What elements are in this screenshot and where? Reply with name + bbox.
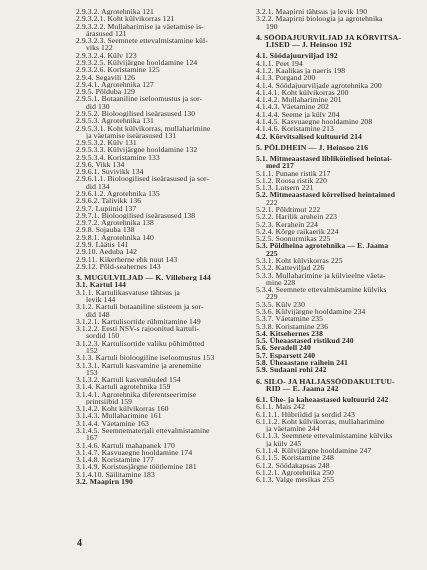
toc-section-entry: med 217 xyxy=(266,162,294,170)
toc-entry: 4.1.3. Porgand 200 xyxy=(256,74,316,82)
toc-entry: 3.1.4.10. Säilitamine 183 xyxy=(76,470,155,478)
toc-entry: 2.9.7.2. Agrotehnika 138 xyxy=(76,219,154,227)
toc-section-entry: 5.9. Sudaani rohi 242 xyxy=(256,366,327,374)
toc-entry: 5.3.5. Külv 230 xyxy=(256,300,305,308)
toc-entry: 2.9.4.1. Agrotehnika 127 xyxy=(76,80,154,89)
toc-entry: 3.1.2.1. Kartulisortide rühmitamine 149 xyxy=(76,317,201,326)
toc-entry: 3.1.3.1. Kartuli kasvamine ja arenemine xyxy=(76,361,202,369)
toc-entry: 3.1.4.4. Väetamine 163 xyxy=(76,419,149,428)
toc-entry: 3.1.4.8. Koristamine 177 xyxy=(76,456,154,464)
toc-entry: 5.3.3. Mullaharimine ja külvieelne väeta- xyxy=(256,271,386,279)
toc-entry: 5.2.3. Kerahein 224 xyxy=(256,220,319,228)
toc-section-entry: 5.8. Üheaastane raihein 241 xyxy=(256,358,348,367)
toc-entry: 5.1.3. Lutsern 221 xyxy=(256,184,314,192)
toc-entry: 2.9.5.3.3. Külvijärgne hooldamine 132 xyxy=(76,146,198,154)
toc-entry: 2.9.5.2. Bioloogilised iseärasused 130 xyxy=(76,109,196,118)
toc-entry: 167 xyxy=(86,434,98,442)
toc-section-entry: 5.3. Põldheina agrotehnika — E. Jaama xyxy=(256,242,389,250)
toc-entry: 2.9.7.1. Bioloogilised iseärasused 138 xyxy=(76,211,196,220)
toc-entry: 5.3.8. Koristamine 236 xyxy=(256,322,329,330)
toc-entry: 5.3.1. Koht külvikorras 225 xyxy=(256,257,343,265)
toc-entry: 3.1.4.5. Seemnematerjali ettevalmistamine xyxy=(76,427,210,435)
toc-entry: 2.9.10. Aeduba 142 xyxy=(76,248,138,256)
toc-entry: 2.9.11. Kikerherne ehk nuut 143 xyxy=(76,255,178,263)
toc-entry: 2.9.6.1.2. Agrotehnika 135 xyxy=(76,190,160,198)
toc-chapter-heading: 5. PÕLDHEIN — J. Heinsoo 216 xyxy=(256,143,369,152)
toc-entry: 5.2.2. Harilik aruhein 223 xyxy=(256,213,338,221)
toc-entry: 5.1.2. Roosa ristik 220 xyxy=(256,176,328,185)
toc-entry: 6.1.1. Mais 242 xyxy=(256,403,305,411)
toc-entry: 2.9.4. Segavili 126 xyxy=(76,73,136,81)
page-number: 4 xyxy=(77,538,82,549)
toc-entry: 6.1.1.4. Külvijärgne hooldamine 247 xyxy=(256,447,372,455)
toc-entry: 190 xyxy=(266,22,278,30)
toc-entry: viks 122 xyxy=(86,44,113,52)
toc-entry: 2.9.3.2.6. Koristamine 125 xyxy=(76,66,160,74)
toc-section-entry: 5.2. Mitmeaastased kõrrelised heintaimed xyxy=(256,191,396,199)
toc-entry: 4.1.4.2. Mullaharimine 201 xyxy=(256,96,342,104)
toc-entry: 2.9.6.2. Talivikk 136 xyxy=(76,197,142,205)
toc-section-entry: 3.1. Kartul 144 xyxy=(76,281,127,289)
toc-entry: 2.9.6. Vikk 134 xyxy=(76,160,125,169)
toc-entry: 2.9.3.2.5. Külvijärgne hooldamine 124 xyxy=(76,58,198,67)
toc-entry: 2.9.3.2. Agrotehnika 121 xyxy=(76,8,154,16)
toc-entry: 3.2.1. Maapirni tähtsus ja levik 190 xyxy=(256,8,368,16)
toc-entry: 4.1.4.4. Seeme ja külv 204 xyxy=(256,110,340,118)
toc-entry: 4.1.4.5. Kasvuaegne hooldamine 208 xyxy=(256,117,373,126)
toc-entry: 3.1.1. Kartulikasvatuse tähtsus ja xyxy=(76,288,180,296)
toc-entry: ärasused 121 xyxy=(86,29,127,38)
toc-entry: 2.9.3.2.4. Külv 123 xyxy=(76,51,137,59)
toc-entry: 4.1.4.1. Koht külvikorras 200 xyxy=(256,88,349,97)
toc-entry: 2.9.5.3.4. Koristamine 133 xyxy=(76,153,160,161)
toc-entry: 5.3.6. Külvijärgne hooldamine 234 xyxy=(256,307,366,316)
toc-entry: 2.9.5.3. Agrotehnika 131 xyxy=(76,117,154,125)
toc-entry: 3.1.3.2. Kartuli kasvunõuded 154 xyxy=(76,376,181,384)
toc-entry: 4.1.1. Peet 194 xyxy=(256,59,303,67)
toc-entry: 2.9.7. Lupiinid 137 xyxy=(76,204,137,212)
toc-entry: 3.1.4.3. Mullaharimine 161 xyxy=(76,412,162,420)
toc-chapter-heading: 6. SILO- JA HALJASSÖÖDAKULTUU- xyxy=(256,377,395,385)
toc-entry: 3.1.2.2. Eesti NSV-s rajoonitud kartuli- xyxy=(76,325,200,333)
toc-section-entry: 5.5. Üheaastased ristikud 240 xyxy=(256,337,354,345)
toc-entry: 4.1.2. Kaalikas ja naeris 198 xyxy=(256,66,346,75)
toc-entry: 2.9.3.2.1. Koht külvikorras 121 xyxy=(76,15,175,23)
toc-entry: ja külv 245 xyxy=(266,439,302,448)
toc-entry: 2.9.5. Põlduba 129 xyxy=(76,88,135,96)
toc-chapter-heading: RID — E. Jaama 242 xyxy=(266,384,339,393)
toc-entry: 3.1.4.2. Koht külvikorras 160 xyxy=(76,405,169,413)
toc-entry: sordid 150 xyxy=(86,332,120,340)
toc-section-entry: 5.6. Seradell 240 xyxy=(256,344,311,352)
toc-entry: 153 xyxy=(86,368,98,377)
toc-entry: 5.2.1. Põldtimut 222 xyxy=(256,206,321,214)
toc-left-column xyxy=(76,8,246,485)
toc-entry: 2.9.5.3.2. Külv 131 xyxy=(76,139,137,147)
toc-section-entry: 4.2. Kõrvitsalised kultuurid 214 xyxy=(256,132,362,140)
toc-entry: 229 xyxy=(266,293,278,301)
toc-entry: 2.9.3.2.2. Mullaharimise ja väetamise is- xyxy=(76,22,204,30)
toc-entry: 2.9.12. Põld-seahernes 143 xyxy=(76,262,161,271)
toc-entry: 6.1.1.2. Koht külvikorras, mullaharimine xyxy=(256,417,385,426)
toc-entry: levik 144 xyxy=(86,295,116,304)
toc-entry: 6.1.3. Valge mesikas 255 xyxy=(256,476,335,484)
toc-entry: 3.2.2. Maapirni bioloogia ja agrotehnika xyxy=(256,15,383,23)
toc-entry: 2.9.6.1. Suvivikk 134 xyxy=(76,168,144,176)
toc-entry: 2.9.5.1. Botaaniline iseloomustus ja sor- xyxy=(76,95,203,103)
toc-entry: 3.1.2.3. Kartulisortide valiku põhimõtted xyxy=(76,339,205,347)
toc-entry: 3.1.4. Kartuli agrotehnika 159 xyxy=(76,383,171,391)
toc-entry: 6.1.1.5. Koristamine 248 xyxy=(256,454,334,462)
toc-entry: 5.3.7. Väetamine 235 xyxy=(256,315,324,323)
toc-section-entry: 5.7. Esparsett 240 xyxy=(256,351,316,359)
toc-chapter-heading: LISED — J. Heinsoo 192 xyxy=(266,41,352,49)
toc-entry: ja väetamise iseärasused 131 xyxy=(86,131,177,140)
toc-entry: 5.1.1. Punane ristik 217 xyxy=(256,169,331,177)
toc-section-entry: 4.1. Söödajuurviljad 192 xyxy=(256,52,338,60)
toc-entry: 4.1.4. Söödajuurviljade agrotehnika 200 xyxy=(256,81,382,89)
toc-entry: 3.1.4.1. Agrotehnika diferentseerimise xyxy=(76,390,197,398)
toc-entry: 152 xyxy=(86,346,98,355)
toc-entry: 2.9.8.1. Agrotehnika 140 xyxy=(76,233,154,241)
toc-entry: did 148 xyxy=(86,310,110,318)
toc-entry: 6.1.1.1. Hübriidid ja sordid 243 xyxy=(256,410,355,418)
toc-entry: 2.9.3.2.3. Seemnete ettevalmistamine kül- xyxy=(76,37,208,45)
toc-entry: 2.9.9. Läätis 141 xyxy=(76,241,129,249)
toc-entry: 3.1.4.6. Kartuli mahapanek 170 xyxy=(76,441,175,449)
toc-entry: 6.1.2.1. Agrotehnika 250 xyxy=(256,468,334,477)
toc-entry: 2.9.5.3.1. Koht külvikorras, mullaharimine xyxy=(76,124,211,132)
toc-entry: 5.2.5. Soonurmikas 225 xyxy=(256,235,331,243)
toc-entry: 3.1.4.9. Koristusjärgne töötlemine 181 xyxy=(76,463,197,471)
toc-entry: 3.1.3. Kartuli bioloogiline iseloomustus 153 xyxy=(76,354,215,362)
toc-chapter-heading: 3. MUGULVILJAD — K. Villeberg 144 xyxy=(76,274,211,282)
toc-right-column xyxy=(256,8,422,483)
toc-entry: printsiibid 159 xyxy=(86,397,133,406)
toc-entry: 6.1.2. Söödakapsas 248 xyxy=(256,461,330,469)
toc-section-entry: 5.4. Kitsehernes 238 xyxy=(256,329,323,338)
toc-chapter-heading: 4. SÖÖDAJUURVILJAD JA KÕRVITSA- xyxy=(256,33,402,42)
toc-entry: 5.3.2. Katteviljad 226 xyxy=(256,264,325,272)
toc-section-entry: 3.2. Maapirn 190 xyxy=(76,478,133,486)
toc-entry: 222 xyxy=(266,198,278,207)
toc-entry: 2.9.6.1.1. Bioloogilised iseärasused ja sor- xyxy=(76,175,210,183)
toc-entry: did 134 xyxy=(86,182,110,191)
toc-section-entry: 6.1. Ühe- ja kaheaastased kultuurid 242 xyxy=(256,396,389,404)
toc-entry: 4.1.4.3. Väetamine 202 xyxy=(256,103,329,111)
toc-entry: did 130 xyxy=(86,102,110,110)
toc-entry: 3.1.4.7. Kasvuaegne hooldamine 174 xyxy=(76,448,193,457)
toc-entry: 4.1.4.6. Koristamine 213 xyxy=(256,125,334,133)
toc-entry: 6.1.1.3. Seemnete ettevalmistamine külviks xyxy=(256,432,393,440)
toc-section-entry: 5.1. Mitmeaastased liblikõielised heintai- xyxy=(256,155,393,163)
toc-entry: 5.2.4. Kõrge raikaerik 224 xyxy=(256,227,339,236)
toc-entry: 5.3.4. Seemnete ettevalmistamine külviks xyxy=(256,286,387,294)
toc-section-entry: 225 xyxy=(266,249,278,257)
toc-entry: mine 228 xyxy=(266,278,296,287)
toc-entry: 2.9.8. Sojauba 138 xyxy=(76,226,135,234)
toc-entry: 3.1.2. Kartuli botaaniline süsteem ja sor- xyxy=(76,303,204,311)
toc-entry: ja väetamine 244 xyxy=(266,425,320,433)
